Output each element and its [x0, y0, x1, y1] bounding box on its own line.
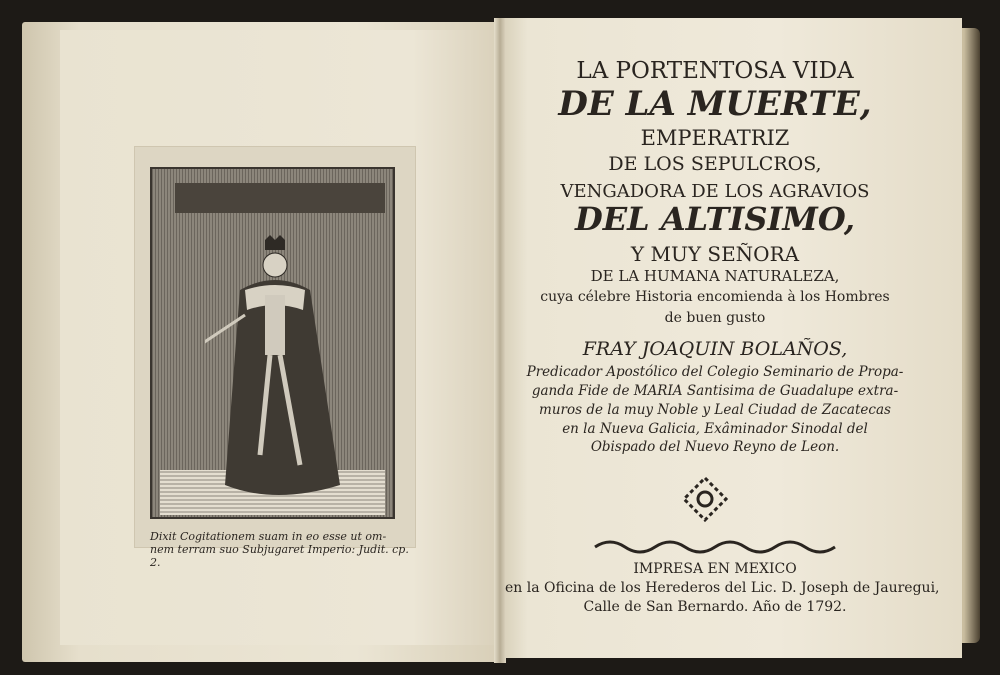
title-line-8: DE LA HUMANA NATURALEZA,	[590, 267, 840, 285]
decorative-rule-icon	[590, 537, 840, 557]
title-line-6: DEL ALTISIMO,	[575, 200, 855, 238]
imprint-line-2: en la Oficina de los Herederos del Lic. D. Joseph de Jauregui,	[505, 580, 940, 596]
engraving-caption-line2: nem terram suo Subjugaret Imperio: Judit. cp. 2.	[150, 543, 409, 569]
author-desc-3: muros de la muy Noble y Leal Ciudad de Zacatecas	[539, 402, 891, 418]
title-line-7: Y MUY SEÑORA	[630, 242, 800, 266]
author-desc-4: en la Nueva Galicia, Exâminador Sinodal del	[562, 421, 868, 437]
engraving-caption-line1: Dixit Cogitationem suam in eo esse ut om-	[150, 530, 387, 543]
title-line-10: de buen gusto	[664, 310, 766, 326]
engraving-canopy	[175, 183, 385, 213]
author-desc-5: Obispado del Nuevo Reyno de Leon.	[590, 439, 840, 455]
skeleton-figure-icon	[205, 235, 345, 495]
author-desc-2: ganda Fide de MARIA Santisima de Guadalupe extra-	[531, 383, 899, 399]
title-line-4: DE LOS SEPULCROS,	[608, 153, 822, 175]
author-name: FRAY JOAQUIN BOLAÑOS,	[582, 338, 848, 360]
imprint-line-3: Calle de San Bernardo. Año de 1792.	[583, 599, 847, 615]
title-line-3: EMPERATRIZ	[640, 126, 790, 150]
title-line-2: DE LA MUERTE,	[558, 84, 872, 124]
title-line-1: LA PORTENTOSA VIDA	[576, 58, 854, 84]
title-line-9: cuya célebre Historia encomienda à los Hombres	[540, 289, 890, 305]
printers-ornament-icon	[680, 474, 730, 524]
title-line-5: VENGADORA DE LOS AGRAVIOS	[560, 181, 870, 202]
imprint-line-1: IMPRESA EN MEXICO	[633, 561, 797, 577]
author-desc-1: Predicador Apostólico del Colegio Seminario de Propa-	[526, 364, 904, 380]
